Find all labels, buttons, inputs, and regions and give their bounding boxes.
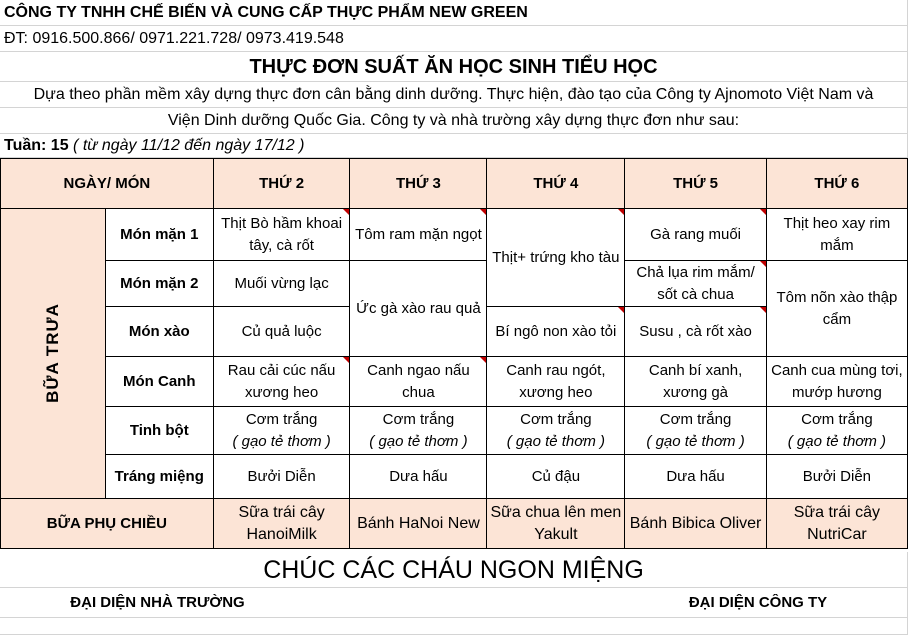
cell-dessert-friday: Bưởi Diễn (766, 455, 907, 499)
cell-canh-friday: Canh cua mùng tơi, mướp hương (766, 357, 907, 407)
cell-rice-tuesday: Cơm trắng ( gạo tẻ thơm ) (350, 407, 487, 455)
page-title: THỰC ĐƠN SUẤT ĂN HỌC SINH TIỂU HỌC (0, 52, 908, 82)
cell-rice-wednesday: Cơm trắng ( gạo tẻ thơm ) (487, 407, 625, 455)
cell-man2-monday: Muối vừng lạc (213, 261, 350, 307)
cell-dessert-tuesday: Dưa hấu (350, 455, 487, 499)
comment-marker (343, 357, 349, 363)
cell-xao-thursday: Susu , cà rốt xào (625, 307, 767, 357)
row-label-xao: Món xào (105, 307, 213, 357)
comment-marker (760, 209, 766, 215)
row-label-trangmieng: Tráng miệng (105, 455, 213, 499)
company-representative: ĐẠI DIỆN CÔNG TY (688, 594, 828, 611)
cell-man1-monday: Thịt Bò hầm khoai tây, cà rốt (213, 209, 350, 261)
menu-table (0, 158, 908, 549)
cell-snack-friday: Sữa trái cây NutriCar (766, 499, 907, 549)
cell-snack-wednesday: Sữa chua lên men Yakult (487, 499, 625, 549)
snack-label: BỮA PHỤ CHIỀU (1, 499, 214, 549)
comment-marker (480, 209, 486, 215)
cell-man1-thursday: Gà rang muối (625, 209, 767, 261)
cell-man2xao-friday: Tôm nõn xào thập cẩm (766, 261, 907, 357)
header-day-dish: NGÀY/ MÓN (1, 159, 214, 209)
cell-man2-thursday: Chả lụa rim mắm/ sốt cà chua (625, 261, 767, 307)
lunch-label-cell (1, 209, 106, 499)
row-label-man1: Món mặn 1 (105, 209, 213, 261)
cell-canh-wednesday: Canh rau ngót, xương heo (487, 357, 625, 407)
comment-marker (480, 357, 486, 363)
row-label-tinhbot: Tinh bột (105, 407, 213, 455)
comment-marker (618, 209, 624, 215)
company-phone: ĐT: 0916.500.866/ 0971.221.728/ 0973.419.548 (0, 26, 908, 52)
intro-line-2: Viện Dinh dưỡng Quốc Gia. Công ty và nhà trường xây dựng thực đơn như sau: (0, 108, 908, 134)
cell-snack-thursday: Bánh Bibica Oliver (625, 499, 767, 549)
cell-man1-friday: Thịt heo xay rim mắm (766, 209, 907, 261)
signature-row (0, 588, 908, 618)
header-monday: THỨ 2 (213, 159, 350, 209)
cell-dessert-wednesday: Củ đậu (487, 455, 625, 499)
comment-marker (343, 209, 349, 215)
row-label-canh: Món Canh (105, 357, 213, 407)
cell-xao-wednesday: Bí ngô non xào tỏi (487, 307, 625, 357)
header-thursday: THỨ 5 (625, 159, 767, 209)
header-tuesday: THỨ 3 (350, 159, 487, 209)
cell-snack-monday: Sữa trái cây HanoiMilk (213, 499, 350, 549)
cell-dessert-monday: Bưởi Diễn (213, 455, 350, 499)
cell-dessert-thursday: Dưa hấu (625, 455, 767, 499)
cell-rice-thursday: Cơm trắng ( gạo tẻ thơm ) (625, 407, 767, 455)
week-range: ( từ ngày 11/12 đến ngày 17/12 ) (68, 137, 305, 154)
week-label: Tuần: 15 (4, 137, 69, 154)
row-label-man2: Món mặn 2 (105, 261, 213, 307)
intro-line-1: Dựa theo phần mềm xây dựng thực đơn cân bằng dinh dưỡng. Thực hiện, đào tạo của Công ty Ajnomoto Việt Nam và (0, 82, 908, 108)
closing-wish: CHÚC CÁC CHÁU NGON MIỆNG (0, 552, 908, 588)
cell-canh-thursday: Canh bí xanh, xương gà (625, 357, 767, 407)
cell-snack-tuesday: Bánh HaNoi New (350, 499, 487, 549)
blank-row (0, 618, 908, 635)
cell-man2xao-tuesday: Ức gà xào rau quả (350, 261, 487, 357)
cell-xao-monday: Củ quả luộc (213, 307, 350, 357)
header-wednesday: THỨ 4 (487, 159, 625, 209)
company-name: CÔNG TY TNHH CHẾ BIẾN VÀ CUNG CẤP THỰC PHẨM NEW GREEN (0, 0, 908, 26)
cell-man12-wednesday: Thịt+ trứng kho tàu (487, 209, 625, 307)
cell-rice-friday: Cơm trắng ( gạo tẻ thơm ) (766, 407, 907, 455)
header-friday: THỨ 6 (766, 159, 907, 209)
lunch-label: BỮA TRƯA (42, 303, 62, 403)
cell-canh-tuesday: Canh ngao nấu chua (350, 357, 487, 407)
comment-marker (618, 307, 624, 313)
cell-canh-monday: Rau cải cúc nấu xương heo (213, 357, 350, 407)
week-info (0, 134, 908, 158)
school-representative: ĐẠI DIỆN NHÀ TRƯỜNG (70, 594, 245, 611)
cell-rice-monday: Cơm trắng ( gạo tẻ thơm ) (213, 407, 350, 455)
comment-marker (760, 261, 766, 267)
cell-man1-tuesday: Tôm ram mặn ngọt (350, 209, 487, 261)
comment-marker (760, 307, 766, 313)
